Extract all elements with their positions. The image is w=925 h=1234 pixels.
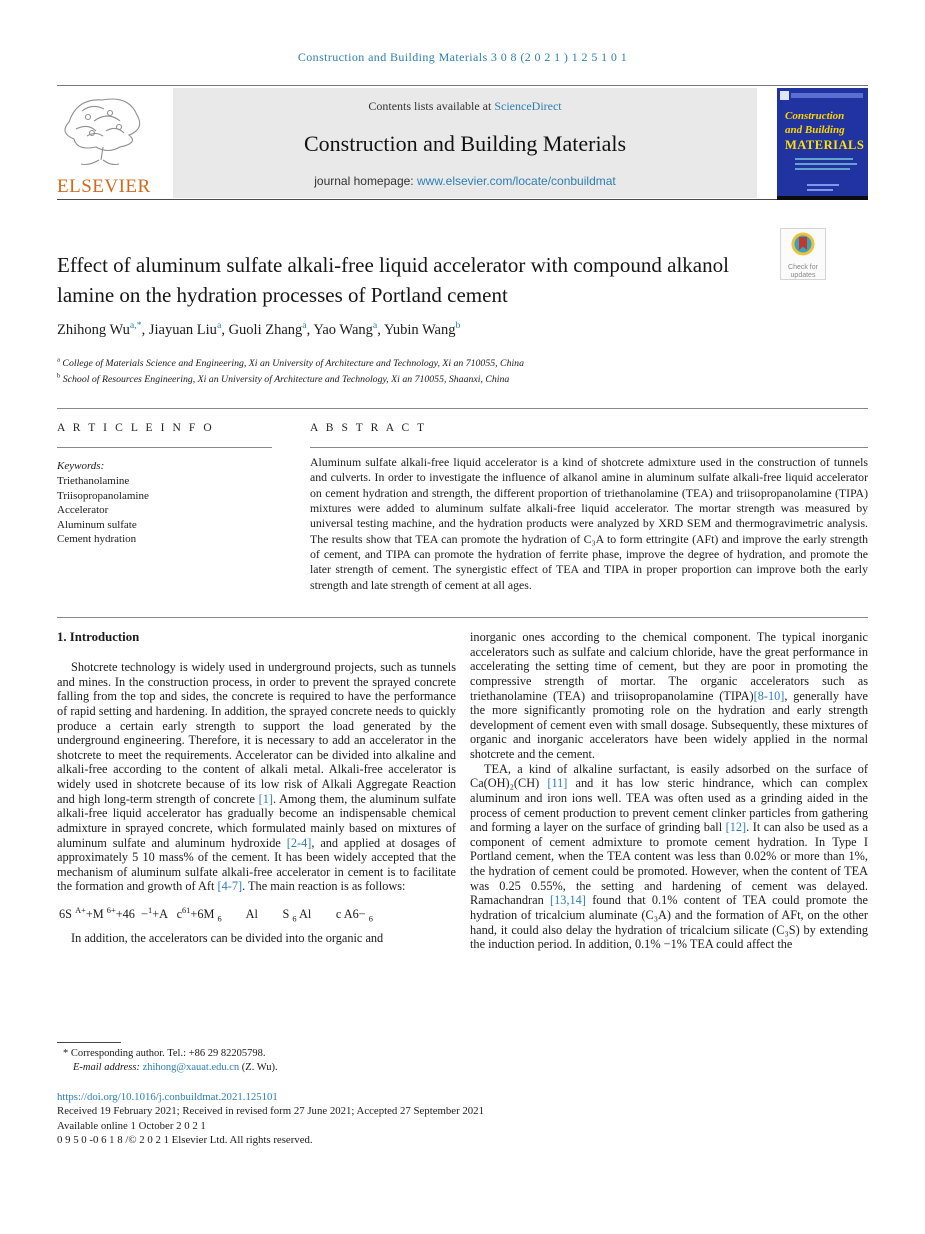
abstract-text: Aluminum sulfate alkali-free liquid accelerator is a kind of shotcrete admixture used in the construction of tunnels and culverts. In order to investigate the influence of alkanol amine in aluminum sulfate alkali-free liquid accelerator on cement hydration and strength, the different proportion of triethanolamine (TEA) and triisopropanolamine (TIPA) mixtures were added to aluminum sulfate alkali-free liquid accelerator. The mortar strength was measured by universal testing machine, and the hydration products were analyzed by XRD SEM and thermogravimetric analysis. The results show that TEA can promote the hydration of C₃A to form ettringite (AFt) and improve the early strength of cement, and TIPA can promote the hydration of ferrite phase, improve the degree of hydration, and promote the later strength of cement. The synergistic effect of TEA and TIPA in proper proportion can improve both the early strength and late strength of cement at all ages. [310, 455, 868, 592]
inline-link[interactable]: [11] [547, 776, 568, 791]
publication-info [57, 1090, 837, 1147]
journal-cover-thumbnail[interactable] [777, 88, 868, 196]
inline-link[interactable]: b [455, 320, 461, 332]
article-info-rule [57, 447, 272, 448]
cover-bottom-bar [777, 196, 868, 200]
inline-link[interactable]: a,* [129, 320, 142, 332]
keyword-item: Accelerator [57, 504, 109, 517]
check-for-updates-badge[interactable] [780, 228, 826, 280]
inline-link[interactable]: a [302, 320, 307, 332]
affiliations [57, 356, 757, 387]
header-bottom-rule [57, 199, 868, 200]
affiliation-a: $^a$ College of Materials Science and Engineering, Xi an University of Architecture and Technology, Xi an 710055, China [57, 356, 524, 369]
keywords-list [57, 474, 277, 547]
cover-top-bar [791, 93, 863, 98]
email-address-line: E-mail address: zhihong@xauat.edu.cn (Z. Wu). [73, 1062, 278, 1074]
inline-link[interactable]: [1] [258, 791, 273, 806]
intro-paragraph-2: In addition, the accelerators can be divided into the organic and [71, 931, 384, 945]
doi-link[interactable]: https://doi.org/10.1016/j.conbuildmat.2021.125101 [57, 1091, 278, 1103]
keyword-item: Cement hydration [57, 533, 137, 546]
article-info-heading: A R T I C L E I N F O [57, 422, 215, 434]
check-for-updates-label: Check for updates [788, 264, 818, 280]
info-section-bottom-rule [57, 617, 868, 618]
inline-link[interactable]: a [372, 320, 378, 332]
inline-link[interactable]: [4-7] [217, 879, 243, 894]
received-dates: Received 19 February 2021; Received in revised form 27 June 2021; Accepted 27 September 2021 [57, 1105, 484, 1118]
author-list: Zhihong $Wu^{a,*}$, Jiayuan Liu$^a$, Guoli Zhang$^a$, Yao Wang$^a$, Yubin Wang$^b$ [57, 320, 461, 338]
cover-title-materials: MATERIALS [785, 138, 865, 152]
cover-deco-line [795, 158, 853, 160]
intro-paragraph-1: Shotcrete technology is widely used in underground projects, such as tunnels and mines. In the construction process, in order to prevent the sprayed concrete falling from the top and sides, the concrete is required to have the performance of rapid setting and hardening. In addition, the sprayed concrete needs to quickly produce a certain early strength to support the load generated by the underground engineering. Therefore, it is necessary to add an accelerator in the shotcrete to meet the requirements. Accelerator can be divided into alkaline and alkali-free according to the content of alkali metal. Alkali-free accelerator is widely used in shotcrete because of its low risk of Alkali Aggregate Reaction and high long-term strength of concrete [1]. Among them, the aluminum sulfate alkali-free liquid accelerator has gradually become an indispensable chemical admixture in sprayed concrete, which formulated mainly based on mixtures of aluminum sulfate and aluminum hydroxide [2-4], and applied at dosages of approximately 5 10 mass% of the cement. It has been widely accepted that the mechanism of aluminum sulfate alkali-free accelerator in cement is to facilitate the formation and growth of Aft [4-7]. The main reaction is as follows: [57, 660, 456, 894]
elsevier-tree-icon [57, 157, 147, 174]
section-heading-introduction: 1. Introduction [57, 630, 140, 644]
cover-deco-line [795, 168, 850, 170]
footnotes [57, 1047, 477, 1076]
cover-title-line: Construction and Building [785, 110, 845, 136]
affiliation-b: $^b$ School of Resources Engineering, Xi an University of Architecture and Technology, Xi an 710055, Shaanxi, China [57, 372, 510, 385]
abstract-heading: A B S T R A C T [310, 422, 427, 434]
inline-link[interactable]: zhihong@xauat.edu.cn [142, 1062, 240, 1074]
corresponding-author-note: * Corresponding author. Tel.: +86 29 82205798. [63, 1048, 266, 1059]
inline-link[interactable]: [13,14] [550, 893, 586, 908]
reaction-equation: 6S $^{A+}$+M $^{6+}$+46 −$^1$+A $c^{61}+6M$ $_6$ Al S $_6$ Al c A6− $_6$ [59, 905, 373, 924]
footnote-rule [57, 1042, 121, 1043]
check-for-updates-icon [788, 231, 818, 264]
cover-publisher-logo [780, 91, 789, 100]
abstract-rule [310, 447, 868, 448]
contents-line: Contents lists available at ScienceDirect [368, 99, 562, 113]
keyword-item: Aluminum sulfate [57, 518, 137, 531]
keyword-item: Triisopropanolamine [57, 489, 149, 502]
header-top-rule [57, 85, 868, 86]
inline-link[interactable]: [8-10] [753, 688, 785, 703]
inline-link[interactable]: [12] [725, 820, 747, 835]
elsevier-wordmark: ELSEVIER [57, 176, 151, 197]
keyword-item: Triethanolamine [57, 475, 130, 487]
available-online: Available online 1 October 2 0 2 1 [57, 1119, 206, 1132]
cover-deco-line [807, 189, 833, 191]
body-left-column [57, 630, 456, 946]
article-title: Effect of aluminum sulfate alkali-free liquid accelerator with compound alkanol lamine on the hydration processes of Portland cement [57, 253, 729, 308]
cover-deco-line [795, 163, 857, 165]
inline-link[interactable]: ScienceDirect [494, 99, 562, 113]
intro-paragraph-3: inorganic ones according to the chemical component. The typical inorganic accelerators such as sulfate and calcium chloride, have the great performance in accelerating the setting time of cement, but they are poor in promoting the compressive strength of mortar. The organic accelerators such as triethanolamine (TEA) and triisopropanolamine (TIPA)[8-10], generally have the more significantly promoting role on the hydration and early strength development of cement even with small dosage. Subsequently, these mixtures of organic and inorganic accelerators have been widely applied in the normal shotcrete and the cement. [470, 630, 868, 761]
cover-deco-line [807, 184, 839, 186]
journal-citation: Construction and Building Materials 3 0 8 (2 0 2 1 ) 1 2 5 1 0 1 [297, 50, 628, 64]
inline-link[interactable]: a [216, 320, 222, 332]
inline-link[interactable]: [2-4] [286, 835, 312, 850]
journal-homepage-line: journal homepage: www.elsevier.com/locate/conbuildmat [314, 174, 616, 188]
body-right-column [470, 630, 868, 952]
copyright-line: 0 9 5 0 -0 6 1 8 /© 2 0 2 1 Elsevier Ltd. All rights reserved. [57, 1134, 313, 1147]
keywords-label: Keywords: [57, 460, 105, 472]
info-section-top-rule [57, 408, 868, 409]
elsevier-logo[interactable] [57, 90, 157, 198]
journal-masthead [173, 88, 757, 198]
inline-link[interactable]: www.elsevier.com/locate/conbuildmat [416, 174, 616, 188]
intro-paragraph-4: TEA, a kind of alkaline surfactant, is easily adsorbed on the surface of Ca(OH)₂(CH) [11] and it has low steric hindrance, which can complex aluminum and iron ions well. TEA was often used as a grinding aided in the process of cement production to prevent cement clinker particles from gathering and forming a layer on the surface of grinding ball [12]. It can also be used as a component of cement admixture to promote cement hydration. In Type I Portland cement, when the TEA content was less than 0.02% or more than 1%, the hydration of cement could be promoted. However, when the content of TEA was 0.25 0.55%, the setting and hardening of cement was delayed. Ramachandran [13,14] found that 0.1% content of TEA could promote the hydration of tricalcium aluminate (C₃A) and the formation of AFt, on the other hand, it could also delay the hydration of tricalcium silicate (C₃S) by extending the induction period. In addition, 0.1% −1% TEA could affect the [470, 761, 868, 952]
journal-name: Construction and Building Materials [303, 131, 627, 156]
